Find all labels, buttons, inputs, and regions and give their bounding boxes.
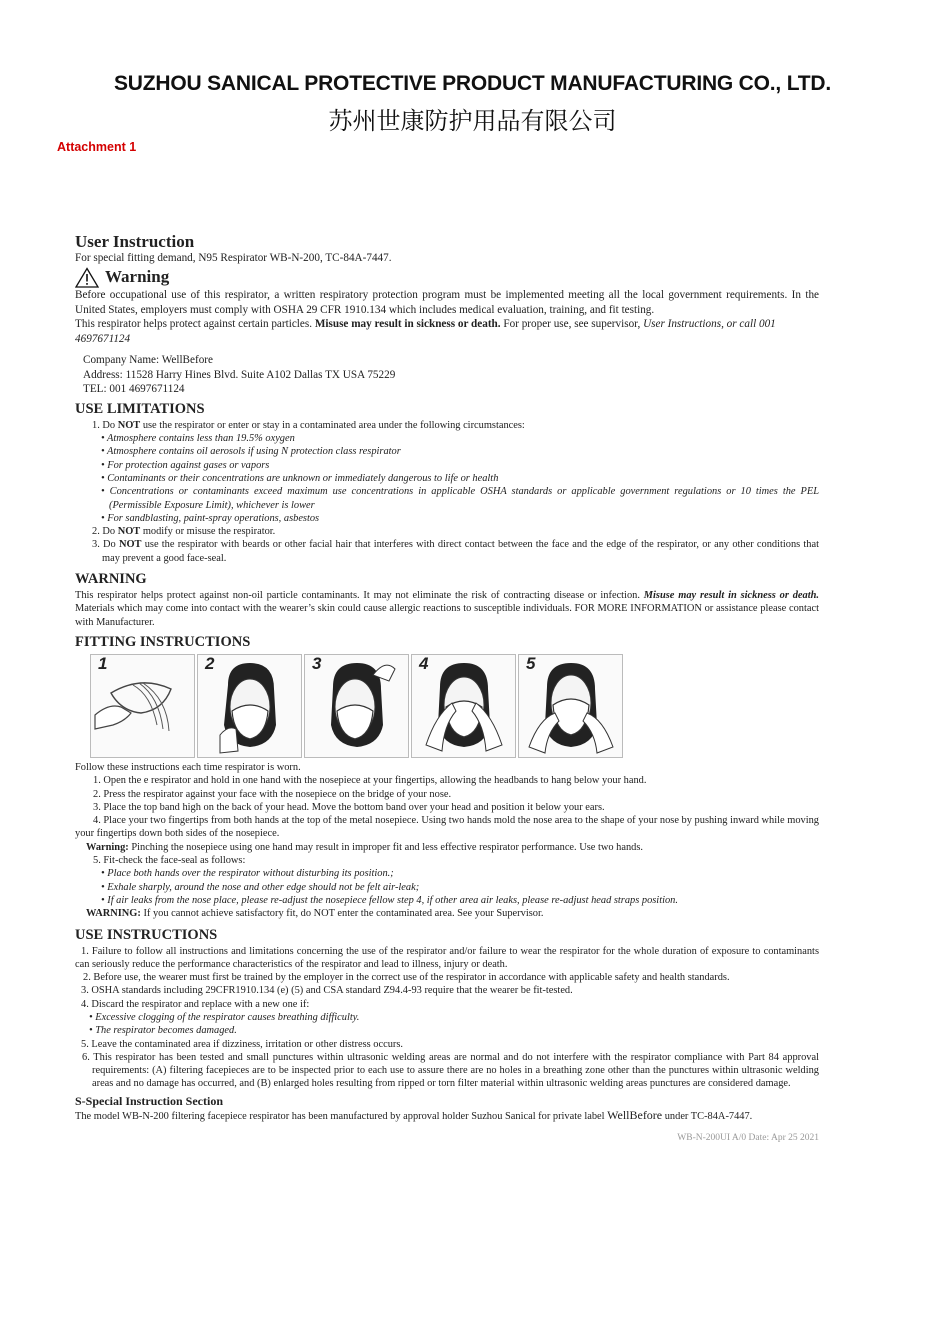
use-limitations-bullet: • Concentrations or contaminants exceed maximum use concentrations in applicable OSHA standards or applicable government regulations or 10 times the PEL (Permissible Exposure Limit), whichever is lower [101, 486, 819, 511]
warning-heading-text: Warning [105, 267, 170, 287]
fitting-step: 1. Open the e respirator and hold in one hand with the nosepiece at your fingertips, allowing the headbands to hang below your hand. [93, 775, 647, 787]
figure-number: 4 [419, 653, 429, 673]
use-limitations-title: USE LIMITATIONS [75, 400, 205, 417]
warning-p2-italic: User Instructions, or call 001 4697671124 [75, 318, 776, 345]
fitting-figure-4 [411, 654, 516, 758]
fit-check-bullet: • If air leaks from the nose place, please re-adjust the nosepiece fellow step 4, if other area air leaks, please re-adjust head straps position. [101, 894, 678, 906]
fitting-warning-label: Warning: [86, 841, 129, 853]
fitting-instructions-title: FITTING INSTRUCTIONS [75, 633, 251, 650]
use-limitations-bullet: • Contaminants or their concentrations are unknown or immediately dangerous to life or health [101, 472, 499, 484]
warning-paragraph-1: Before occupational use of this respirator, a written respiratory protection program must be implemented meeting all the local government requirements. In the United States, employers must comply with OSHA 29 CFR 1910.134 which includes medical evaluation, training, and fit testing. [75, 289, 819, 316]
warning-p2-bold: Misuse may result in sickness or death. [314, 318, 501, 331]
company-address-line: Address: 11528 Harry Hines Blvd. Suite A102 Dallas TX USA 75229 [83, 368, 396, 381]
fitting-warning-text: Pinching the nosepiece using one hand may result in improper fit and less effective respirator performance. Use two hands. [128, 841, 644, 853]
warning-text: This respirator helps protect against non-oil particle contaminants. It may not eliminate the risk of contracting disease or infection. [75, 590, 644, 602]
special-text-brand: WellBefore [607, 1107, 663, 1122]
item-bold: NOT [117, 526, 141, 538]
item-text: 2. Do [92, 526, 118, 538]
use-limitations-bullet: • Atmosphere contains less than 19.5% oxygen [101, 433, 295, 445]
special-instruction-title: S-Special Instruction Section [75, 1093, 224, 1108]
warning-paragraph-2 [75, 317, 819, 346]
fitting-step-5: 5. Fit-check the face-seal as follows: [93, 855, 246, 867]
fitting-intro: Follow these instructions each time respirator is worn. [75, 761, 301, 773]
figure-number: 2 [205, 653, 215, 673]
warning-p2-text-2: For proper use, see supervisor, [500, 318, 644, 331]
document-code: WB-N-200UI A/0 Date: Apr 25 2021 [677, 1133, 819, 1144]
special-text: The model WB-N-200 filtering facepiece respirator has been manufactured by approval holder Suzhou Sanical for private label [75, 1110, 608, 1122]
use-limitations-item-2 [75, 525, 819, 538]
fitting-figure-2 [197, 654, 302, 758]
warning-section-text [75, 589, 819, 629]
fitting-warning [75, 841, 819, 854]
warning-p2-text: This respirator helps protect against certain particles. [75, 318, 315, 331]
item-text-2: use the respirator with beards or other facial hair that interferes with direct contact between the face and the edge of the respirator, or any other conditions that may prevent a good face-seal. [102, 539, 820, 564]
fitting-warning-2 [75, 907, 819, 920]
special-text-2: under TC-84A-7447. [662, 1110, 753, 1122]
use-instruction-item-2: 2. Before use, the wearer must first be trained by the employer in the correct use of the respirator in accordance with applicable safety and health standards. [83, 972, 730, 984]
use-instruction-item-3: 3. OSHA standards including 29CFR1910.134 (e) (5) and CSA standard Z94.4-93 require that the wearer be fit-tested. [81, 985, 573, 997]
use-instruction-item-6: 6. This respirator has been tested and small punctures within ultrasonic welding areas are normal and do not interfere with the respirator compliance with Part 84 approval requirements: (A) filtering facepieces are to be inspected prior to each use to assure there are no holes in a breathing zone other than the punctures within ultrasonic welding areas and no damage has occurred, and (B) enlarged holes resulting from ripped or torn filter material within ultrasonic welding areas punctures are considered damage. [82, 1051, 819, 1090]
item-bold: NOT [117, 419, 141, 431]
fitting-figure-5 [518, 654, 623, 758]
fitting-figure-1 [90, 654, 195, 758]
fitting-warning-2-text: If you cannot achieve satisfactory fit, do NOT enter the contaminated area. See your Supervisor. [140, 908, 544, 920]
use-instruction-item-5: 5. Leave the contaminated area if dizziness, irritation or other distress occurs. [81, 1038, 403, 1050]
use-limitations-bullet: • For protection against gases or vapors [101, 459, 270, 471]
item-text: 3. Do [92, 539, 119, 551]
use-instruction-item-1: 1. Failure to follow all instructions and limitations concerning the use of the respirator and/or failure to wear the respirator for the whole duration of exposure to contaminants can seriously reduce the performance characteristics of the respirator and lead to illness, injury or death. [75, 945, 819, 970]
figure-number: 5 [526, 653, 536, 673]
figure-number: 3 [312, 653, 322, 673]
item-text: 1. Do [92, 419, 118, 431]
warning-section-title: WARNING [75, 571, 147, 588]
use-limitations-bullet: • For sandblasting, paint-spray operations, asbestos [101, 512, 320, 524]
discard-bullet: • The respirator becomes damaged. [89, 1025, 237, 1037]
user-instruction-subtitle: For special fitting demand, N95 Respirator WB-N-200, TC-84A-7447. [75, 252, 392, 264]
warning-triangle-icon [75, 267, 99, 288]
use-limitations-item-3 [75, 538, 819, 565]
company-name-line: Company Name: WellBefore [83, 354, 213, 367]
fitting-figure-3 [304, 654, 409, 758]
item-text-2: use the respirator or enter or stay in a contaminated area under the following circumstances: [140, 419, 525, 431]
fitting-figures [90, 654, 819, 758]
instruction-content [75, 232, 819, 1145]
item-bold: NOT [118, 539, 142, 551]
special-instruction-text [75, 1109, 819, 1123]
company-name-en: SUZHOU SANICAL PROTECTIVE PRODUCT MANUFACTURING CO., LTD. [114, 72, 831, 95]
use-instructions-title: USE INSTRUCTIONS [75, 926, 218, 943]
figure-number: 1 [98, 653, 108, 673]
company-tel-line: TEL: 001 4697671124 [83, 383, 185, 396]
warning-text-2: Materials which may come into contact with the wearer’s skin could cause allergic reactions to susceptible individuals. FOR MORE INFORMATION or assistance please contact with Manufacturer. [75, 603, 819, 628]
fitting-step: 2. Press the respirator against your face with the nosepiece on the bridge of your nose. [93, 788, 452, 800]
use-instruction-item-4: 4. Discard the respirator and replace with a new one if: [81, 998, 310, 1010]
fit-check-bullet: • Place both hands over the respirator without disturbing its position.; [101, 868, 394, 880]
fitting-step: 3. Place the top band high on the back of your head. Move the bottom band over your head and position it below your ears. [93, 801, 605, 813]
warning-text-bold-italic: Misuse may result in sickness or death. [643, 590, 820, 602]
discard-bullet: • Excessive clogging of the respirator causes breathing difficulty. [89, 1012, 360, 1023]
user-instruction-title: User Instruction [75, 232, 195, 251]
warning-heading [75, 266, 819, 288]
fit-check-bullet: • Exhale sharply, around the nose and other edge should not be felt air-leak; [101, 881, 420, 893]
fitting-step-4: 4. Place your two fingertips from both hands at the top of the metal nosepiece. Using two hands mold the nose area to the shape of your nose by pushing inward while moving your fingertips down both sides of the nosepiece. [75, 815, 819, 840]
use-limitations-item-1 [75, 419, 819, 432]
use-limitations-bullet: • Atmosphere contains oil aerosols if using N protection class respirator [101, 446, 401, 458]
company-info [83, 353, 819, 397]
fitting-warning-2-label: WARNING: [86, 908, 141, 920]
company-name-cn: 苏州世康防护用品有限公司 [328, 107, 617, 135]
item-text-2: modify or misuse the respirator. [140, 526, 276, 538]
attachment-label: Attachment 1 [57, 140, 137, 154]
